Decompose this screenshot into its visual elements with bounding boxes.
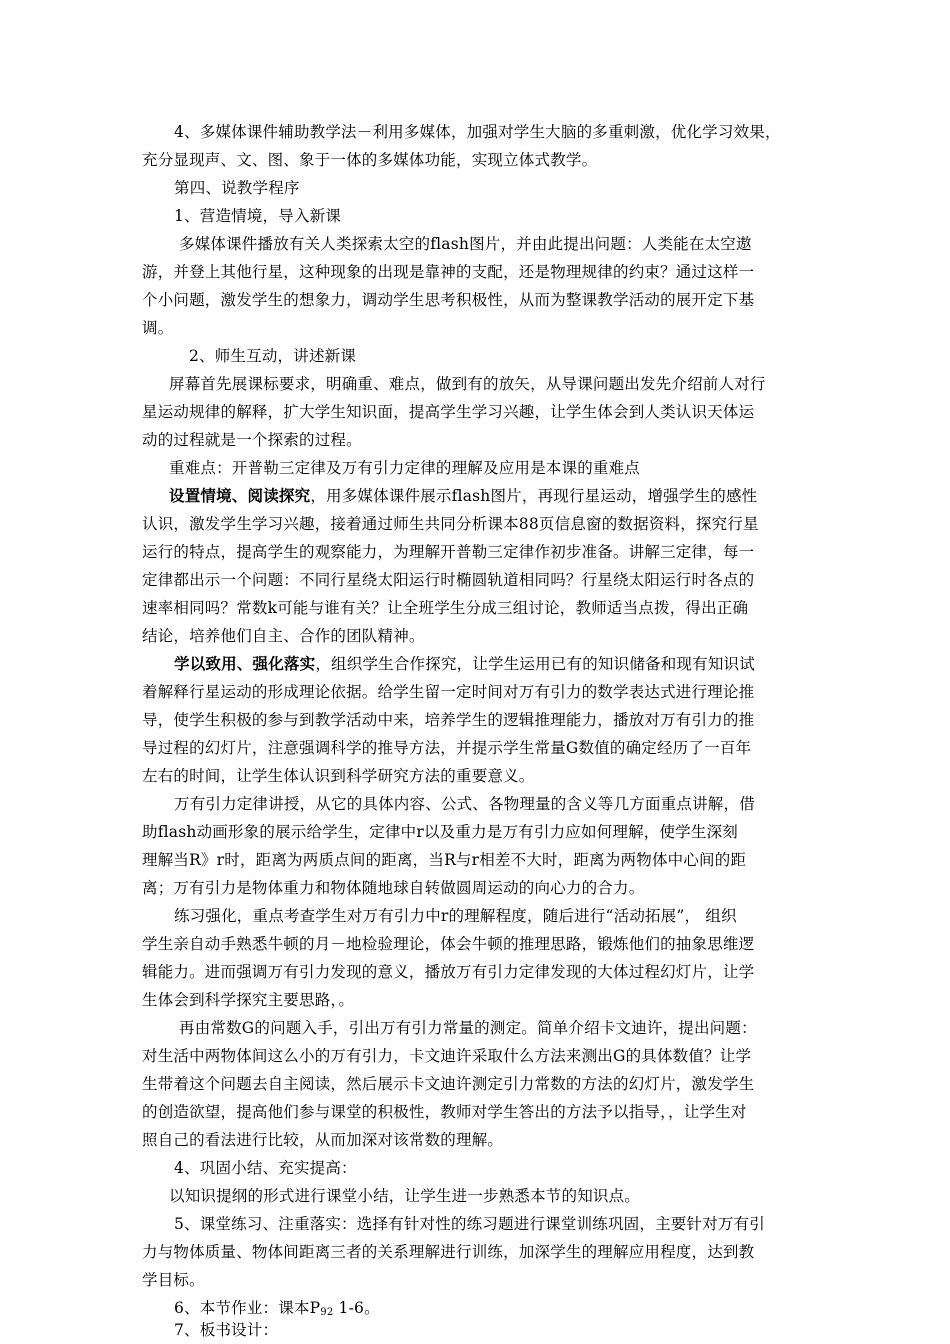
bold-heading-application: 学以致用、强化落实 [174,654,316,673]
paragraph-scenario-line2: 认识，激发学生学习兴趣，接着通过师生共同分析课本88页信息窗的数据资料，探究行星 [142,515,759,533]
paragraph-scenario-line3: 运行的特点，提高学生的观察能力，为理解开普勒三定律作初步准备。讲解三定律，每一 [142,543,755,561]
paragraph-multimedia-method-line1: 4、多媒体课件辅助教学法－利用多媒体，加强对学生大脑的多重刺激，优化学习效果， [174,123,781,141]
paragraph-intro-line1: 多媒体课件播放有关人类探索太空的flash图片，并由此提出问题：人类能在太空遨 [179,235,752,253]
paragraph-class-exercise-line2: 力与物体质量、物体间距离三者的关系理解进行训练，加深学生的理解应用程度，达到教 [142,1243,755,1261]
paragraph-application-line3: 导，使学生积极的参与到教学活动中来，培养学生的逻辑推理能力，播放对万有引力的推 [142,711,755,729]
paragraph-practice-line4: 生体会到科学探究主要思路，。 [142,991,355,1009]
paragraph-cavendish-line1: 再由常数G的问题入手，引出万有引力常量的测定。简单介绍卡文迪许，提出问题： [179,1019,757,1037]
paragraph-curriculum-line3: 动的过程就是一个探索的过程。 [142,431,362,449]
key-difficult-points: 重难点：开普勒三定律及万有引力定律的理解及应用是本课的重难点 [169,459,641,477]
paragraph-cavendish-line3: 生带着这个问题去自主阅读，然后展示卡文迪许测定引力常数的方法的幻灯片，激发学生 [142,1075,755,1093]
paragraph-cavendish-line2: 对生活中两物体间这么小的万有引力，卡文迪许采取什么方法来测出G的具体数值？让学 [142,1047,752,1065]
paragraph-scenario-line6: 结论，培养他们自主、合作的团队精神。 [142,627,425,645]
paragraph-intro-line2: 游，并登上其他行星，这种现象的出现是靠神的支配，还是物理规律的约束？通过这样一 [142,263,755,281]
paragraph-scenario-line5: 速率相同吗？常数k可能与谁有关？让全班学生分成三组讨论，教师适当点拨，得出正确 [142,599,749,617]
paragraph-scenario-line1-text: ，用多媒体课件展示flash图片，再现行星运动，增强学生的感性 [310,487,758,505]
paragraph-curriculum-line1: 屏幕首先展课标要求，明确重、难点，做到有的放矢，从导课问题出发先介绍前人对行 [169,375,766,393]
paragraph-multimedia-method-line2: 充分显现声、文、图、象于一体的多媒体功能，实现立体式教学。 [142,151,598,169]
paragraph-application-line4: 导过程的幻灯片，注意强调科学的推导方法，并提示学生常量G数值的确定经历了一百年 [142,739,752,757]
paragraph-intro-line4: 调。 [142,319,174,337]
paragraph-application-line5: 左右的时间，让学生体认识到科学研究方法的重要意义。 [142,767,535,785]
paragraph-cavendish-line5: 照自己的看法进行比较，从而加深对该常数的理解。 [142,1131,504,1149]
paragraph-gravitation-law-line3: 理解当R》r时，距离为两质点间的距离，当R与r相差不大时，距离为两物体中心间的距 [142,851,747,869]
paragraph-class-exercise-line1: 5、课堂练习、注重落实：选择有针对性的练习题进行课堂训练巩固，主要针对万有引 [174,1215,765,1233]
paragraph-scenario-line4: 定律都出示一个问题：不同行星绕太阳运行时椭圆轨道相同吗？行星绕太阳运行时各点的 [142,571,755,589]
paragraph-cavendish-line4: 的创造欲望，提高他们参与课堂的积极性，教师对学生答出的方法予以指导，，让学生对 [142,1103,747,1121]
paragraph-curriculum-line2: 星运动规律的解释，扩大学生知识面，提高学生学习兴趣，让学生体会到人类认识天体运 [142,403,755,421]
step1-heading: 1、营造情境，导入新课 [174,207,342,225]
section-heading-teaching-procedure: 第四、说教学程序 [174,179,300,197]
paragraph-scenario-line1 [169,484,839,508]
paragraph-gravitation-law-line2: 助flash动画形象的展示给学生，定律中r以及重力是万有引力应如何理解，使学生深刻 [142,823,738,841]
step2-heading: 2、师生互动，讲述新课 [189,347,357,365]
paragraph-gravitation-law-line1: 万有引力定律讲授，从它的具体内容、公式、各物理量的含义等几方面重点讲解，借 [174,795,755,813]
step4-heading: 4、巩固小结、充实提高： [174,1159,357,1177]
paragraph-practice-line1: 练习强化，重点考查学生对万有引力中r的理解程度，随后进行“活动拓展”， 组织 [174,907,737,925]
paragraph-class-exercise-line3: 学目标。 [142,1271,205,1289]
paragraph-practice-line3: 辑能力。进而强调万有引力发现的意义，播放万有引力定律发现的大体过程幻灯片，让学 [142,963,755,981]
paragraph-intro-line3: 个小问题，激发学生的想象力，调动学生思考积极性，从而为整课教学活动的展开定下基 [142,291,755,309]
paragraph-application-line2: 着解释行星运动的形成理论依据。给学生留一定时间对万有引力的数学表达式进行理论推 [142,683,755,701]
paragraph-application-line1 [174,652,844,676]
paragraph-practice-line2: 学生亲自动手熟悉牛顿的月－地检验理论，体会牛顿的推理思路，锻炼他们的抽象思维逻 [142,935,755,953]
homework-page-subscript: 92 [320,1307,334,1318]
step7-blackboard-design: 7、板书设计： [174,1321,279,1339]
homework-suffix: 1-6。 [333,1299,380,1317]
bold-heading-scenario: 设置情境、阅读探究 [169,486,311,505]
homework-prefix: 6、本节作业：课本P [174,1299,321,1317]
paragraph-summary: 以知识提纲的形式进行课堂小结，让学生进一步熟悉本节的知识点。 [169,1187,641,1205]
paragraph-gravitation-law-line4: 离；万有引力是物体重力和物体随地球自转做圆周运动的向心力的合力。 [142,879,645,897]
paragraph-application-line1-text: ，组织学生合作探究，让学生运用已有的知识储备和现有知识试 [315,655,755,673]
